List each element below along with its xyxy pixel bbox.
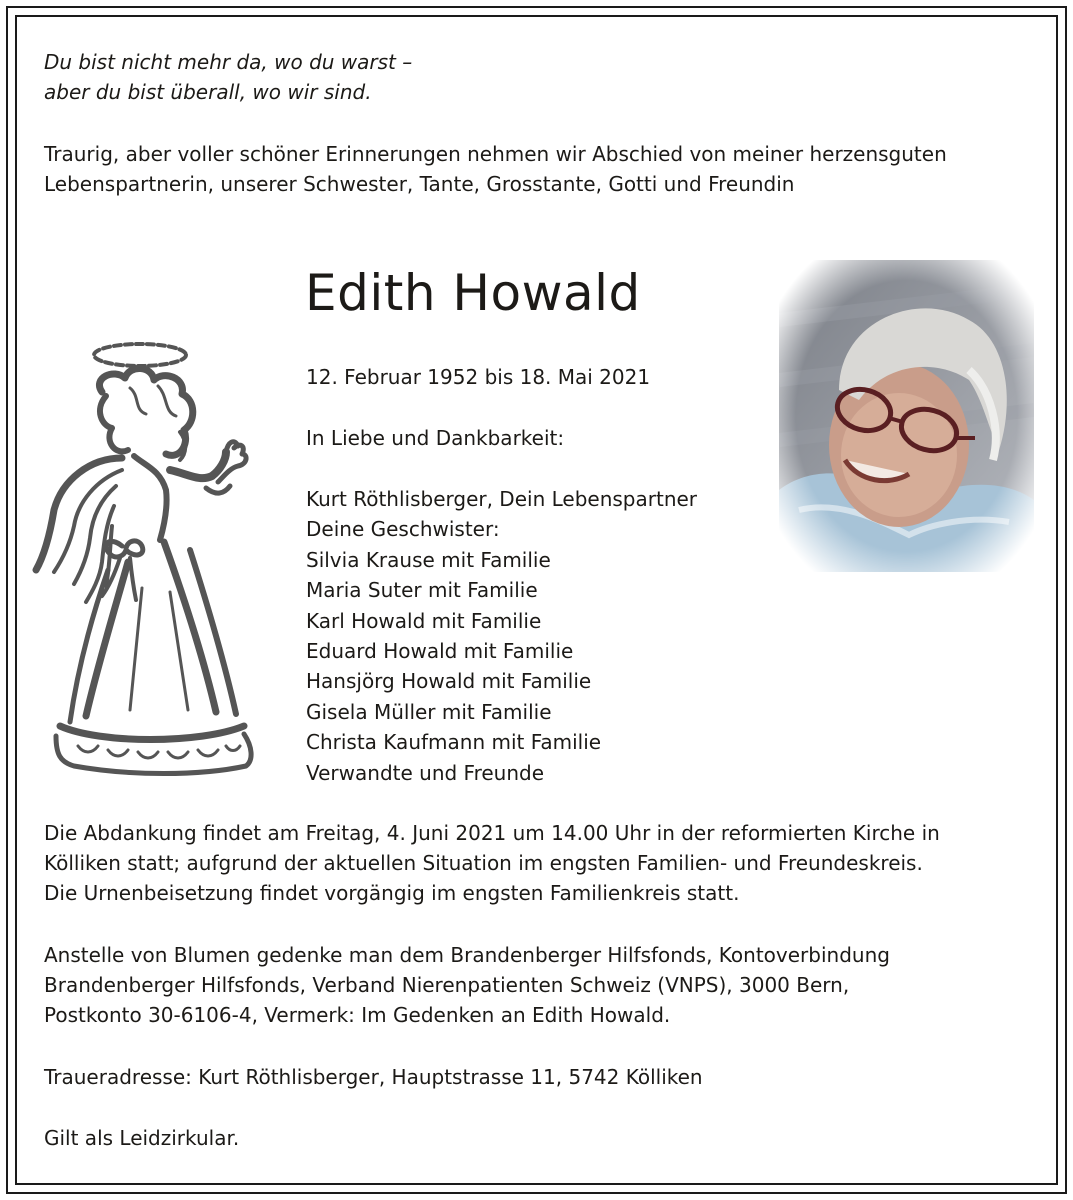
mourner-item: Christa Kaufmann mit Familie: [306, 730, 602, 755]
mourning-address: Traueradresse: Kurt Röthlisberger, Hauptstrasse 11, 5742 Kölliken: [44, 1065, 703, 1089]
intro-line: Traurig, aber voller schöner Erinnerungen nehmen wir Abschied von meiner herzensguten: [44, 142, 947, 166]
angel-icon: [30, 330, 260, 780]
service-line: Die Abdankung findet am Freitag, 4. Juni 2021 um 14.00 Uhr in der reformierten Kirche in: [44, 821, 940, 845]
donation-info: [44, 940, 890, 1030]
gratitude-heading: In Liebe und Dankbarkeit:: [306, 426, 565, 450]
service-line: Kölliken statt; aufgrund der aktuellen Situation im engsten Familien- und Freundeskreis.: [44, 851, 923, 875]
mourner-item: Hansjörg Howald mit Familie: [306, 669, 592, 694]
intro-line: Lebenspartnerin, unserer Schwester, Tante, Grosstante, Gotti und Freundin: [44, 172, 795, 196]
motto-line: Du bist nicht mehr da, wo du warst –: [44, 50, 413, 74]
portrait-photo: [779, 260, 1034, 572]
mourner-item: Maria Suter mit Familie: [306, 578, 538, 603]
mourner-item: Deine Geschwister:: [306, 517, 500, 542]
motto-verse: [44, 47, 412, 107]
mourner-item: Eduard Howald mit Familie: [306, 639, 574, 664]
deceased-name: Edith Howald: [305, 264, 641, 322]
service-line: Die Urnenbeisetzung findet vorgängig im engsten Familienkreis statt.: [44, 881, 740, 905]
mourner-item: Kurt Röthlisberger, Dein Lebenspartner: [306, 487, 698, 511]
intro-text: [44, 139, 947, 199]
donation-line: Anstelle von Blumen gedenke man dem Brandenberger Hilfsfonds, Kontoverbindung: [44, 943, 890, 967]
donation-line: Postkonto 30-6106-4, Vermerk: Im Gedenken an Edith Howald.: [44, 1003, 671, 1027]
mourner-item: Verwandte und Freunde: [306, 760, 545, 785]
donation-line: Brandenberger Hilfsfonds, Verband Nierenpatienten Schweiz (VNPS), 3000 Bern,: [44, 973, 850, 997]
motto-line: aber du bist überall, wo wir sind.: [44, 80, 372, 104]
circular-note: Gilt als Leidzirkular.: [44, 1126, 240, 1150]
mourners-list: [306, 484, 697, 788]
mourner-item: Silvia Krause mit Familie: [306, 547, 551, 572]
mourner-item: Karl Howald mit Familie: [306, 608, 542, 633]
life-dates: 12. Februar 1952 bis 18. Mai 2021: [306, 365, 651, 389]
service-info: [44, 818, 940, 908]
mourner-item: Gisela Müller mit Familie: [306, 699, 552, 724]
